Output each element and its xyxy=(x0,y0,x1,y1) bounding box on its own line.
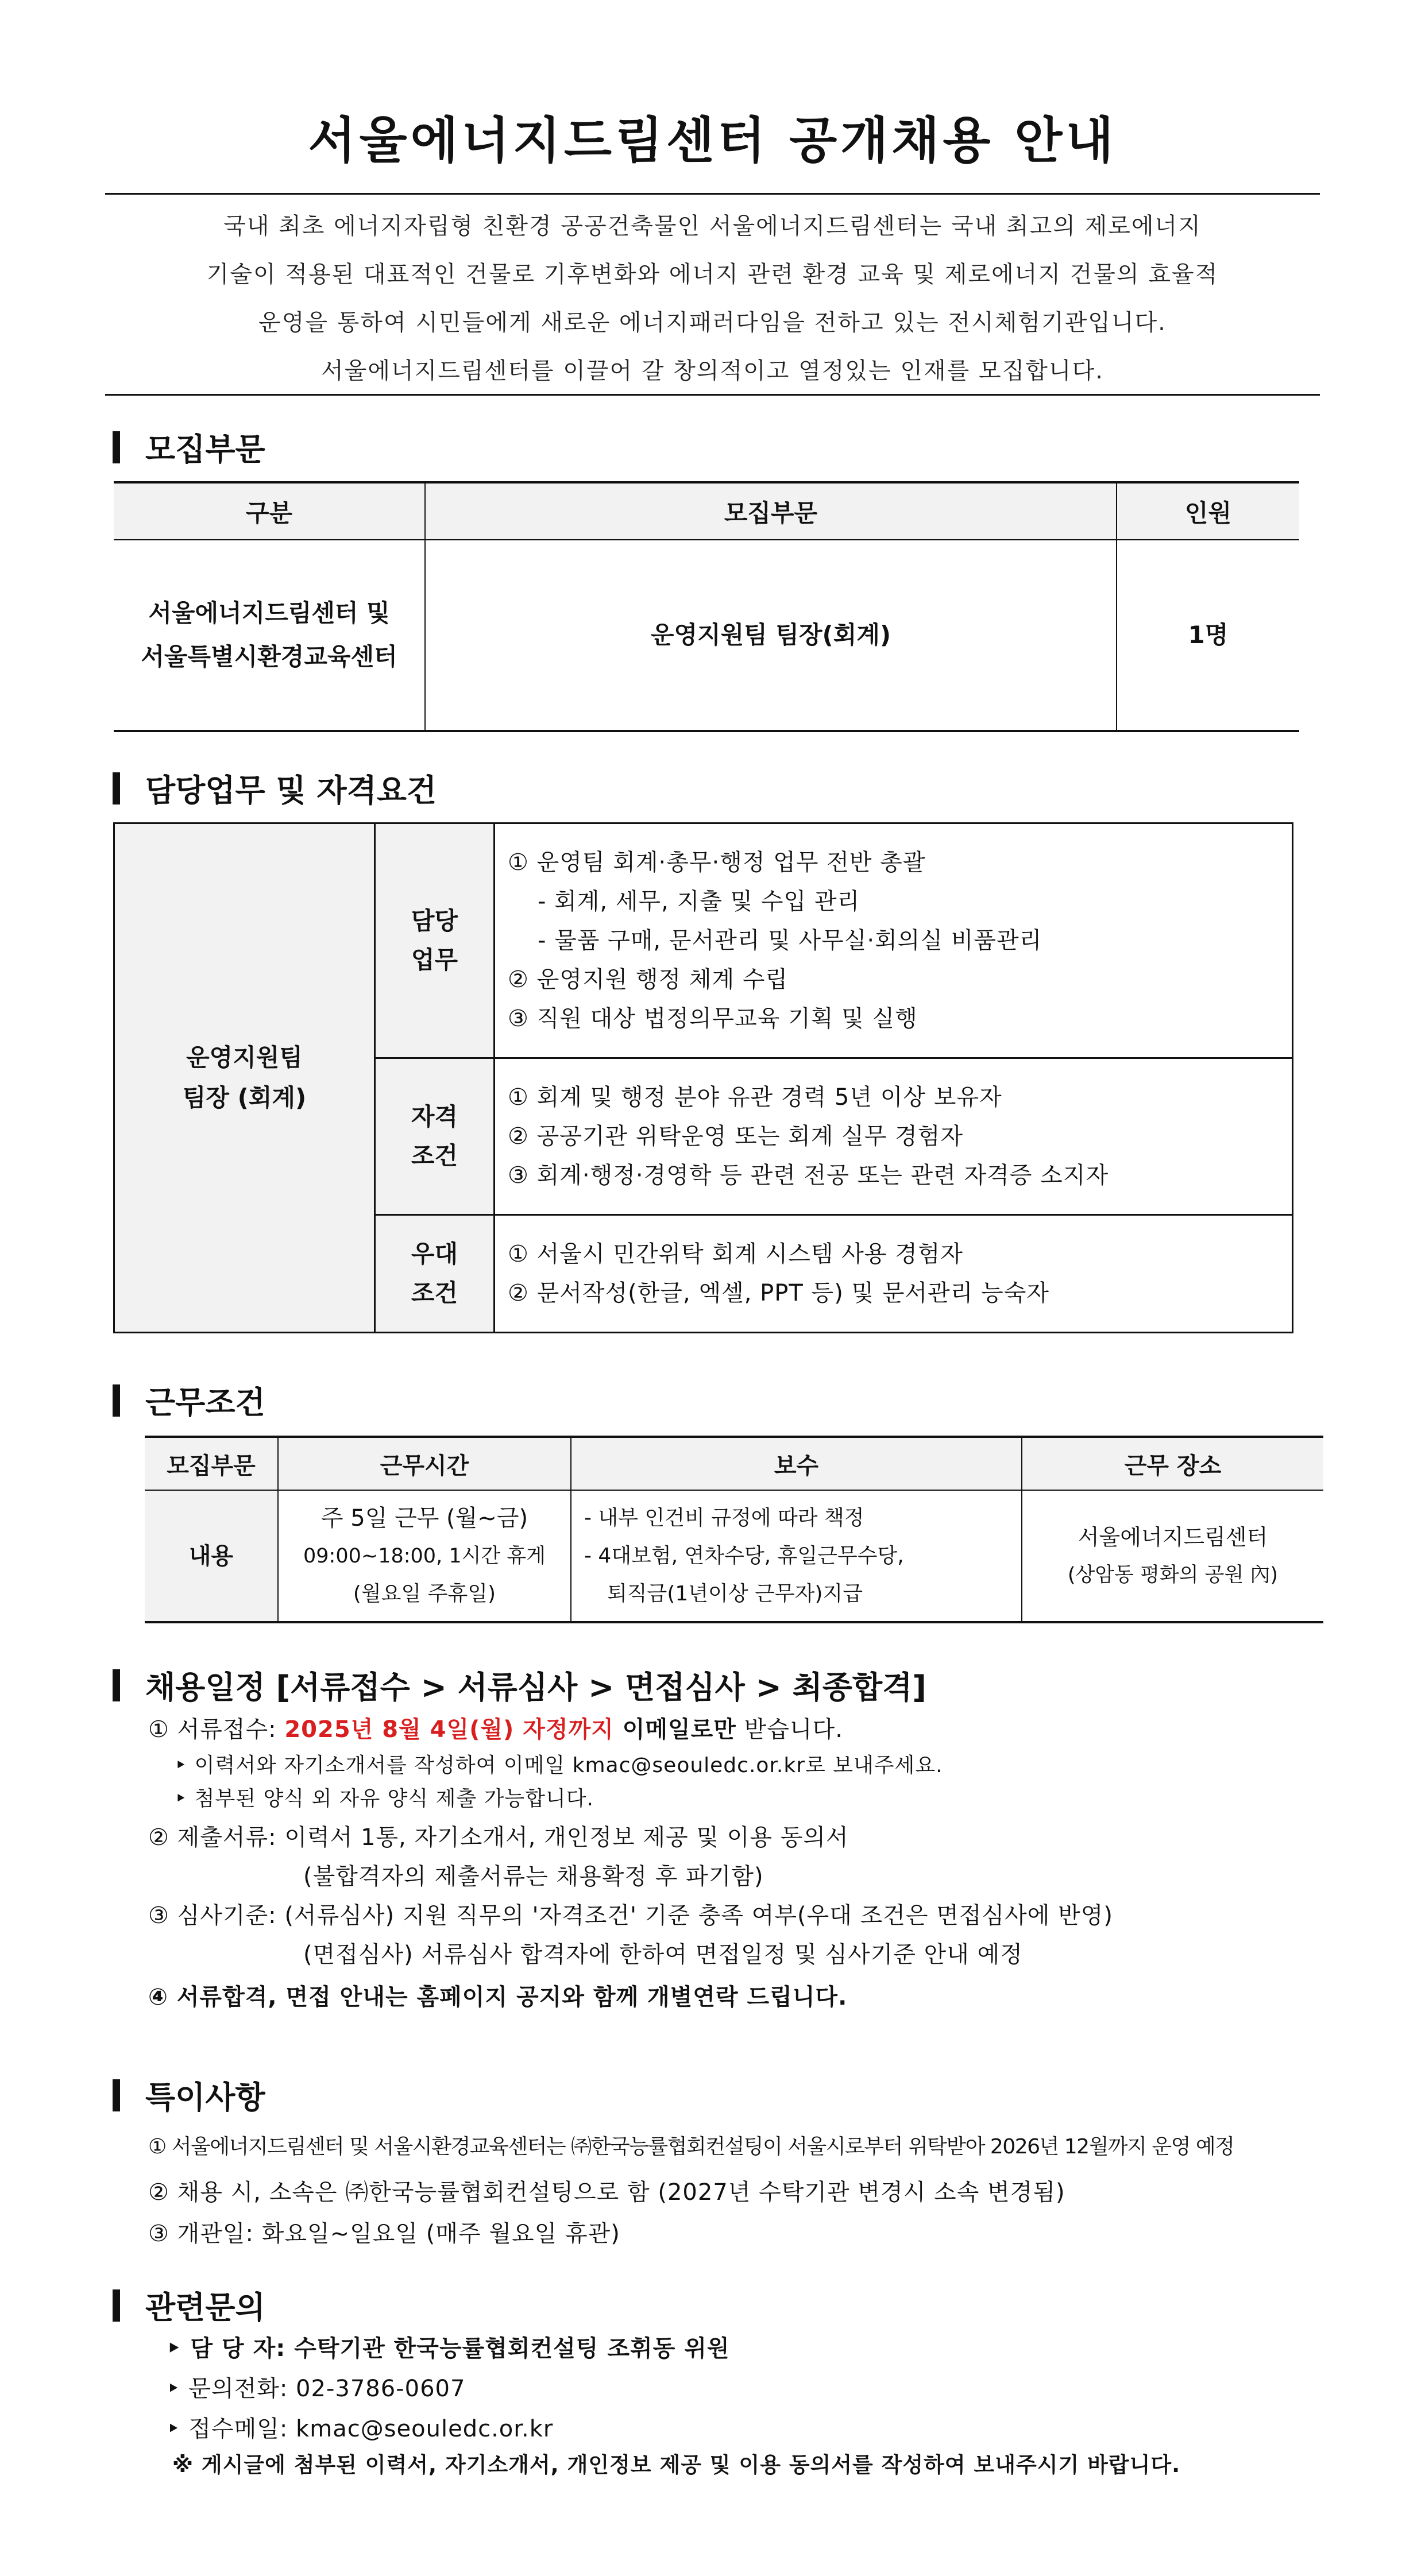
schedule-bullet-1: ‣ 이력서와 자기소개서를 작성하여 이메일 kmac@seouledc.or.kr로 보내주세요. xyxy=(175,1754,943,1777)
section-bar-icon xyxy=(113,772,120,804)
schedule-label: ① 서류접수: xyxy=(148,1716,285,1743)
org-line: 서울특별시환경교육센터 xyxy=(141,643,397,671)
pay-cell xyxy=(571,1490,1022,1622)
email-only-text: 이메일로만 xyxy=(613,1716,736,1743)
list-item: ② 공공기관 위탁운영 또는 회계 실무 경험자 xyxy=(508,1123,964,1150)
contact-email: ‣ 접수메일: kmac@seouledc.or.kr xyxy=(167,2416,554,2442)
note-item-1: ① 서울에너지드림센터 및 서울시환경교육센터는 ㈜한국능률협회컨설팅이 서울시로부터 위탁받아 2026년 12월까지 운영 예정 xyxy=(148,2135,1234,2159)
schedule-item-1 xyxy=(148,1711,843,1744)
list-item: ② 문서작성(한글, 엑셀, PPT 등) 및 문서관리 능숙자 xyxy=(508,1280,1050,1306)
section-bar-icon xyxy=(113,1384,120,1417)
schedule-text: 받습니다. xyxy=(736,1716,843,1743)
intro-paragraph xyxy=(103,202,1322,395)
table-header-row xyxy=(114,482,1299,540)
intro-line: 국내 최초 에너지자립형 친환경 공공건축물인 서울에너지드림센터는 국내 최고의 제로에너지 xyxy=(223,213,1202,239)
hours-line: 09:00~18:00, 1시간 휴게 xyxy=(303,1544,546,1568)
section-title: 담당업무 및 자격요건 xyxy=(145,772,437,809)
section-bar-icon xyxy=(113,431,120,463)
intro-divider xyxy=(105,394,1320,396)
list-item: - 회계, 세무, 지출 및 수입 관리 xyxy=(538,888,860,915)
table-row xyxy=(145,1490,1323,1622)
recruit-table xyxy=(114,481,1299,732)
table-header-row xyxy=(145,1437,1323,1490)
page-title: 서울에너지드림센터 공개채용 안내 xyxy=(308,112,1117,169)
section-title: 근무조건 xyxy=(145,1384,265,1421)
contact-person: ‣ 담 당 자: 수탁기관 한국능률협회컨설팅 조휘동 위원 xyxy=(167,2335,730,2362)
list-item: ① 서울시 민간위탁 회계 시스템 사용 경험자 xyxy=(508,1241,964,1267)
pay-line: 퇴직금(1년이상 근무자)지급 xyxy=(607,1581,863,1606)
row-label-line: 우대 xyxy=(411,1240,458,1268)
section-title: 특이사항 xyxy=(145,2079,265,2115)
position-cell: 운영지원팀 팀장(회계) xyxy=(425,540,1117,731)
duties-table xyxy=(113,822,1293,1333)
section-bar-icon xyxy=(113,1669,120,1701)
contact-footnote: ※ 게시글에 첨부된 이력서, 자기소개서, 개인정보 제공 및 이용 동의서를 작성하여 보내주시기 바랍니다. xyxy=(172,2453,1181,2477)
row-label-line: 조건 xyxy=(411,1142,458,1170)
row-label-line: 담당 xyxy=(411,907,458,935)
row-label-cell: 내용 xyxy=(145,1490,278,1622)
role-line: 팀장 (회계) xyxy=(182,1084,307,1112)
count-cell: 1명 xyxy=(1117,540,1299,731)
note-item-2: ② 채용 시, 소속은 ㈜한국능률협회컨설팅으로 함 (2027년 수탁기관 변경시 소속 변경됨) xyxy=(148,2179,1065,2206)
schedule-item-2: ② 제출서류: 이력서 1통, 자기소개서, 개인정보 제공 및 이용 동의서 xyxy=(148,1824,849,1851)
hours-cell xyxy=(278,1490,571,1622)
qualification-content-cell xyxy=(495,1058,1293,1215)
row-label-line: 자격 xyxy=(411,1103,458,1131)
intro-line: 운영을 통하여 시민들에게 새로운 에너지패러다임을 전하고 있는 전시체험기관입니다. xyxy=(258,310,1167,336)
schedule-item-3: ③ 심사기준: (서류심사) 지원 직무의 '자격조건' 기준 충족 여부(우대 조건은 면접심사에 반영) xyxy=(148,1902,1114,1929)
section-heading-recruit xyxy=(113,425,265,469)
list-item: ① 회계 및 행정 분야 유관 경력 5년 이상 보유자 xyxy=(508,1084,1002,1111)
schedule-item-4: ④ 서류합격, 면접 안내는 홈페이지 공지와 함께 개별연락 드립니다. xyxy=(148,1984,848,2010)
row-label-cell xyxy=(375,1215,495,1333)
table-row xyxy=(114,540,1299,731)
pay-line: - 4대보험, 연차수당, 휴일근무수당, xyxy=(584,1544,904,1568)
duties-content-cell xyxy=(495,823,1293,1058)
header-cell: 근무 장소 xyxy=(1022,1437,1323,1490)
intro-line: 서울에너지드림센터를 이끌어 갈 창의적이고 열정있는 인재를 모집합니다. xyxy=(321,358,1104,384)
section-heading-contact xyxy=(113,2283,265,2327)
section-heading-schedule xyxy=(113,1663,926,1707)
list-item: ③ 직원 대상 법정의무교육 기획 및 실행 xyxy=(508,1005,918,1032)
section-heading-conditions xyxy=(113,1378,265,1422)
hours-line: (월요일 주휴일) xyxy=(353,1581,496,1606)
header-cell: 인원 xyxy=(1117,482,1299,540)
section-heading-duties xyxy=(113,766,437,810)
preference-content-cell xyxy=(495,1215,1293,1333)
schedule-item-3-note: (면접심사) 서류심사 합격자에 한하여 면접일정 및 심사기준 안내 예정 xyxy=(303,1941,1023,1968)
list-item: ② 운영지원 행정 체계 수립 xyxy=(508,966,789,993)
section-title: 관련문의 xyxy=(145,2289,265,2326)
place-line: 서울에너지드림센터 xyxy=(1078,1524,1268,1550)
header-cell: 모집부문 xyxy=(425,482,1117,540)
schedule-item-2-note: (불합격자의 제출서류는 채용확정 후 파기함) xyxy=(303,1863,764,1890)
section-bar-icon xyxy=(113,2079,120,2111)
row-label-line: 업무 xyxy=(411,946,458,974)
section-heading-notes xyxy=(113,2073,265,2117)
header-cell: 보수 xyxy=(571,1437,1022,1490)
role-cell xyxy=(114,823,375,1333)
header-cell: 모집부문 xyxy=(145,1437,278,1490)
row-label-cell xyxy=(375,1058,495,1215)
header-cell: 구분 xyxy=(114,482,425,540)
org-cell xyxy=(114,540,425,731)
section-bar-icon xyxy=(113,2289,120,2322)
header-cell: 근무시간 xyxy=(278,1437,571,1490)
section-title: 모집부문 xyxy=(145,431,265,467)
section-title: 채용일정 [서류접수 > 서류심사 > 면접심사 > 최종합격] xyxy=(145,1669,926,1705)
deadline-highlight: 2025년 8월 4일(월) 자정까지 xyxy=(284,1716,614,1743)
pay-line: - 내부 인건비 규정에 따라 책정 xyxy=(584,1506,864,1530)
schedule-bullet-2: ‣ 첨부된 양식 외 자유 양식 제출 가능합니다. xyxy=(175,1787,594,1811)
intro-line: 기술이 적용된 대표적인 건물로 기후변화와 에너지 관련 환경 교육 및 제로에너지 건물의 효율적 xyxy=(206,261,1219,288)
note-item-3: ③ 개관일: 화요일~일요일 (매주 월요일 휴관) xyxy=(148,2221,620,2247)
place-cell xyxy=(1022,1490,1323,1622)
list-item: ① 운영팀 회계·총무·행정 업무 전반 총괄 xyxy=(508,849,926,876)
contact-phone: ‣ 문의전화: 02-3786-0607 xyxy=(167,2376,466,2402)
conditions-table xyxy=(145,1436,1323,1623)
place-line: (상암동 평화의 공원 內) xyxy=(1067,1563,1279,1587)
hours-line: 주 5일 근무 (월~금) xyxy=(320,1504,528,1531)
table-row xyxy=(114,823,1293,1058)
role-line: 운영지원팀 xyxy=(186,1043,303,1072)
list-item: ③ 회계·행정·경영학 등 관련 전공 또는 관련 자격증 소지자 xyxy=(508,1162,1109,1189)
row-label-line: 조건 xyxy=(411,1279,458,1307)
org-line: 서울에너지드림센터 및 xyxy=(148,599,390,627)
top-divider xyxy=(105,193,1320,195)
list-item: - 물품 구매, 문서관리 및 사무실·회의실 비품관리 xyxy=(538,927,1042,954)
row-label-cell xyxy=(375,823,495,1058)
